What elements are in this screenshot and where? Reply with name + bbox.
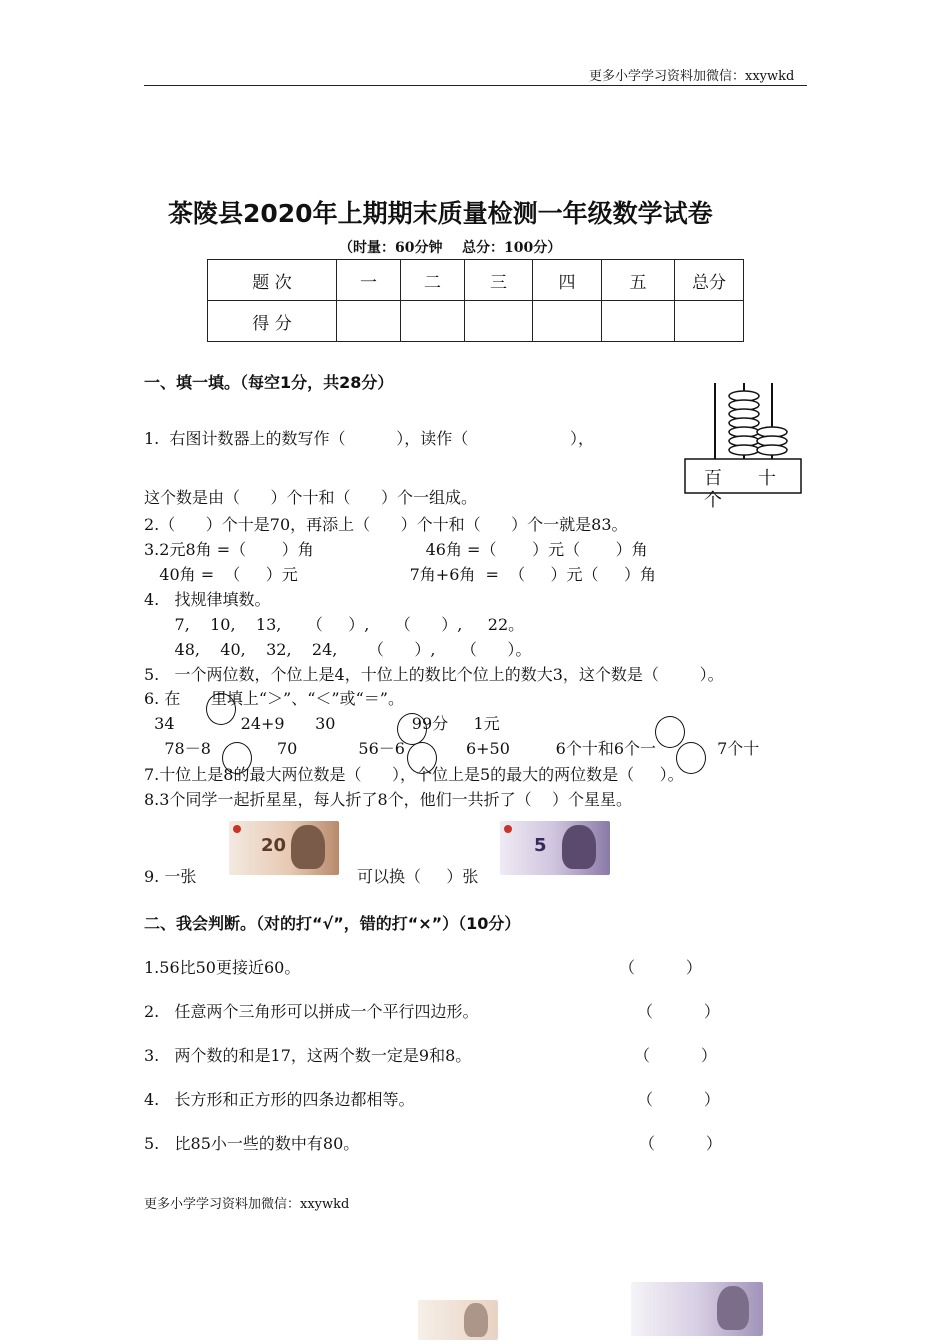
judge-item-2: 2. 任意两个三角形可以拼成一个平行四边形。	[144, 1002, 479, 1021]
judge-blank-5[interactable]: （ ）	[639, 1134, 722, 1153]
q4-line: 4. 找规律填数。	[144, 590, 271, 609]
q6-row2: 78－8 70 56－6 6+50 6个十和6个一 7个十	[144, 739, 760, 758]
judge-blank-2[interactable]: （ ）	[637, 1002, 720, 1021]
note-value: 5	[534, 835, 547, 856]
exam-title: 茶陵县2020年上期期末质量检测一年级数学试卷	[168, 199, 713, 228]
q4-sequence-1: 7, 10, 13, （ ）, （ ）, 22。	[144, 615, 525, 634]
q9-mid: 可以换（ ）张	[357, 867, 479, 886]
score-table	[207, 259, 744, 342]
score-header-cell: 题 次	[208, 260, 337, 301]
score-header-cell: 二	[401, 260, 465, 301]
hundreds-beads	[729, 391, 759, 455]
portrait-icon	[464, 1303, 488, 1337]
abacus-label-ones: 个	[704, 490, 722, 511]
portrait-icon	[291, 825, 325, 869]
abacus-bead	[729, 445, 759, 455]
score-cell[interactable]	[465, 301, 533, 342]
judge-item-4: 4. 长方形和正方形的四条边都相等。	[144, 1090, 415, 1109]
q1-line1: 1. 右图计数器上的数写作（ ），读作（ ），	[144, 429, 595, 448]
abacus-figure	[684, 383, 804, 503]
compare-circle[interactable]	[397, 713, 427, 745]
q7-line: 7.十位上是8的最大两位数是（ ），个位上是5的最大的两位数是（ ）。	[144, 765, 684, 784]
banknote-5-yuan	[500, 821, 610, 875]
q1-line2: 这个数是由（ ）个十和（ ）个一组成。	[144, 488, 478, 507]
tens-beads	[757, 427, 787, 455]
q4-sequence-2: 48, 40, 32, 24, （ ）, （ ）。	[144, 640, 532, 659]
q9-prefix: 9. 一张	[144, 867, 197, 886]
compare-circle[interactable]	[655, 716, 685, 748]
score-cell[interactable]	[401, 301, 465, 342]
exam-subtitle: （时量：60分钟 总分：100分）	[339, 240, 562, 256]
header-contact: 更多小学学习资料加微信：xxywkd	[589, 69, 795, 84]
emblem-icon	[233, 825, 241, 833]
q8-line: 8.3个同学一起折星星，每人折了8个，他们一共折了（ ）个星星。	[144, 790, 632, 809]
score-row-label: 得 分	[208, 301, 337, 342]
header-rule	[144, 85, 807, 86]
abacus-label-tens: 十	[758, 468, 776, 489]
judge-blank-1[interactable]: （ ）	[619, 958, 702, 977]
score-header-cell: 三	[465, 260, 533, 301]
score-header-cell: 总分	[675, 260, 744, 301]
judge-item-5: 5. 比85小一些的数中有80。	[144, 1134, 360, 1153]
abacus-bead	[757, 445, 787, 455]
score-cell[interactable]	[337, 301, 401, 342]
judge-blank-4[interactable]: （ ）	[637, 1090, 720, 1109]
q3-line2: 40角 = （ ）元 7角+6角 = （ ）元（ ）角	[144, 565, 656, 584]
q6-row1: 34 24+9 30 99分 1元	[144, 714, 500, 733]
score-cell[interactable]	[602, 301, 675, 342]
q3-line1: 3.2元8角 =（ ）角 46角 =（ ）元（ ）角	[144, 540, 648, 559]
abacus-base	[685, 459, 801, 493]
judge-blank-3[interactable]: （ ）	[634, 1046, 717, 1065]
judge-item-3: 3. 两个数的和是17，这两个数一定是9和8。	[144, 1046, 472, 1065]
portrait-icon	[717, 1286, 749, 1330]
abacus-label-hundreds: 百	[704, 468, 722, 489]
banknote-artifact	[418, 1300, 498, 1340]
score-cell[interactable]	[533, 301, 602, 342]
section2-heading: 二、我会判断。（对的打“√”，错的打“×”）（10分）	[144, 914, 521, 933]
banknote-20-yuan	[229, 821, 339, 875]
q5-line: 5. 一个两位数，个位上是4，十位上的数比个位上的数大3，这个数是（ ）。	[144, 665, 724, 684]
judge-item-1: 1.56比50更接近60。	[144, 958, 301, 977]
portrait-icon	[562, 825, 596, 869]
note-value: 20	[261, 835, 287, 856]
compare-circle[interactable]	[206, 693, 236, 725]
banknote-artifact	[631, 1282, 763, 1336]
section1-heading: 一、填一填。（每空1分，共28分）	[144, 373, 394, 392]
score-header-cell: 一	[337, 260, 401, 301]
footer-contact: 更多小学学习资料加微信：xxywkd	[144, 1197, 350, 1212]
score-header-cell: 四	[533, 260, 602, 301]
q2-line: 2.（ ）个十是70，再添上（ ）个十和（ ）个一就是83。	[144, 515, 628, 534]
score-cell[interactable]	[675, 301, 744, 342]
score-header-cell: 五	[602, 260, 675, 301]
q6-line: 6. 在 里填上“＞”、“＜”或“＝”。	[144, 689, 404, 708]
emblem-icon	[504, 825, 512, 833]
